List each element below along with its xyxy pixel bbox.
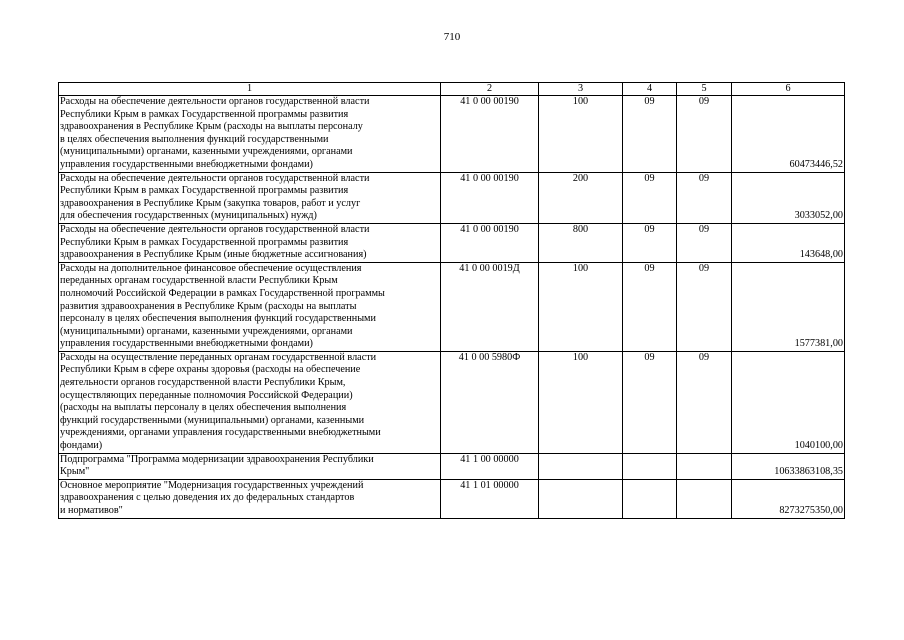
- row-subsection: 09: [677, 96, 732, 173]
- header-cell-1: 1: [59, 83, 441, 96]
- row-expense-type: 200: [539, 172, 623, 223]
- row-target-code: 41 1 00 00000: [441, 453, 539, 479]
- row-description: Расходы на обеспечение деятельности органов государственной власти Республики Крым в рамках Государственной программы развития здравоохранения в Республике Крым (расходы на выплаты персоналу в целях обеспечения выполнения функций государственными (муниципальными) органами, казенными учреждениями, органами управления государственными внебюджетными фондами): [59, 96, 441, 173]
- row-amount: 143648,00: [732, 223, 845, 262]
- table-row: [59, 262, 845, 351]
- row-expense-type: [539, 453, 623, 479]
- row-section: 09: [623, 223, 677, 262]
- row-section: 09: [623, 172, 677, 223]
- row-description: Расходы на обеспечение деятельности органов государственной власти Республики Крым в рамках Государственной программы развития здравоохранения в Республике Крым (закупка товаров, работ и услуг для обеспечения государственных (муниципальных) нужд): [59, 172, 441, 223]
- table-row: [59, 223, 845, 262]
- row-amount: 60473446,52: [732, 96, 845, 173]
- table-row: [59, 96, 845, 173]
- header-cell-4: 4: [623, 83, 677, 96]
- row-target-code: 41 1 01 00000: [441, 479, 539, 518]
- header-cell-6: 6: [732, 83, 845, 96]
- table-row: [59, 351, 845, 453]
- row-description: Расходы на дополнительное финансовое обеспечение осуществления переданных органам государственной власти Республики Крым полномочий Российской Федерации в рамках Государственной программы развития здравоохранения в Республике Крым (расходы на выплаты персоналу в целях обеспечения выполнения функций государственными (муниципальными) органами, казенными учреждениями, органами управления государственными внебюджетными фондами): [59, 262, 441, 351]
- header-cell-3: 3: [539, 83, 623, 96]
- row-expense-type: 100: [539, 96, 623, 173]
- row-target-code: 41 0 00 5980Ф: [441, 351, 539, 453]
- row-section: 09: [623, 262, 677, 351]
- row-target-code: 41 0 00 0019Д: [441, 262, 539, 351]
- row-description: Расходы на осуществление переданных органам государственной власти Республики Крым в сфере охраны здоровья (расходы на обеспечение деятельности органов государственной власти Республики Крым, осуществляющих переданные полномочия Российской Федерации) (расходы на выплаты персоналу в целях обеспечения выполнения функций государственными (муниципальными) органами, казенными учреждениями, органами управления государственными внебюджетными фондами): [59, 351, 441, 453]
- row-subsection: 09: [677, 172, 732, 223]
- table-row: [59, 479, 845, 518]
- row-target-code: 41 0 00 00190: [441, 223, 539, 262]
- row-expense-type: 100: [539, 351, 623, 453]
- row-expense-type: [539, 479, 623, 518]
- row-description: Подпрограмма "Программа модернизации здравоохранения Республики Крым": [59, 453, 441, 479]
- row-amount: 10633863108,35: [732, 453, 845, 479]
- row-expense-type: 100: [539, 262, 623, 351]
- row-amount: 1040100,00: [732, 351, 845, 453]
- row-section: 09: [623, 351, 677, 453]
- row-section: [623, 479, 677, 518]
- row-amount: 1577381,00: [732, 262, 845, 351]
- row-amount: 3033052,00: [732, 172, 845, 223]
- row-subsection: 09: [677, 223, 732, 262]
- table-row: [59, 172, 845, 223]
- row-subsection: 09: [677, 262, 732, 351]
- row-section: [623, 453, 677, 479]
- header-cell-5: 5: [677, 83, 732, 96]
- budget-table: [58, 82, 845, 519]
- header-cell-2: 2: [441, 83, 539, 96]
- row-subsection: 09: [677, 351, 732, 453]
- row-description: Основное мероприятие "Модернизация государственных учреждений здравоохранения с целью доведения их до федеральных стандартов и нормативов": [59, 479, 441, 518]
- page-number: 710: [443, 31, 461, 43]
- row-expense-type: 800: [539, 223, 623, 262]
- row-subsection: [677, 479, 732, 518]
- row-amount: 8273275350,00: [732, 479, 845, 518]
- row-subsection: [677, 453, 732, 479]
- row-description: Расходы на обеспечение деятельности органов государственной власти Республики Крым в рамках Государственной программы развития здравоохранения в Республике Крым (иные бюджетные ассигнования): [59, 223, 441, 262]
- row-target-code: 41 0 00 00190: [441, 172, 539, 223]
- table-row: [59, 453, 845, 479]
- row-section: 09: [623, 96, 677, 173]
- row-target-code: 41 0 00 00190: [441, 96, 539, 173]
- header-row: [59, 83, 845, 96]
